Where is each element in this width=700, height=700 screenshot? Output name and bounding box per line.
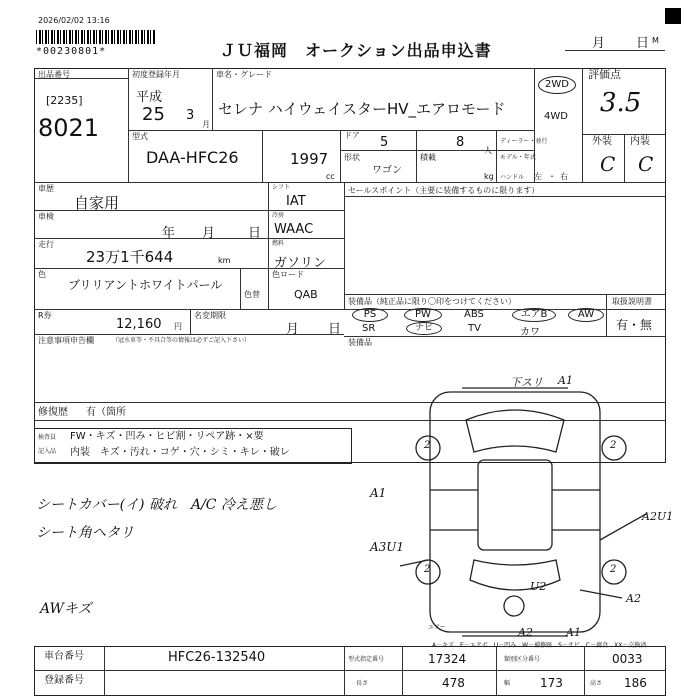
mark-wheel-fl: 2 bbox=[424, 440, 431, 451]
model-label: 型式 bbox=[132, 132, 148, 141]
equip-leather: カワ bbox=[520, 327, 540, 338]
equipment-label: 装備品（純正品に限り〇印をつけてください） bbox=[348, 297, 516, 306]
cert-label: 型式指定番号 bbox=[348, 656, 385, 663]
sales-point-label: セールスポイント（主要に装備するものに限ります） bbox=[348, 186, 540, 195]
interior-value: C bbox=[638, 152, 654, 176]
registration-year: 25 bbox=[142, 104, 165, 125]
header-m: M bbox=[652, 36, 659, 45]
car-name-label: 車名・グレード bbox=[216, 70, 272, 79]
equip-ps: PS bbox=[352, 308, 388, 322]
name-change-month: 月 bbox=[286, 322, 300, 337]
handwritten-note-2: シート角ヘタリ bbox=[36, 525, 134, 541]
seats-unit: 人 bbox=[484, 146, 492, 155]
handwritten-note-1: シートカバー(イ) 破れ A/C 冷え悪し bbox=[36, 497, 277, 513]
registration-month: 3 bbox=[186, 108, 195, 123]
inspector-label-2: 記入品 bbox=[38, 448, 57, 455]
displacement: 1997 bbox=[290, 150, 329, 168]
repair-value: 有（箇所 bbox=[86, 407, 126, 418]
recycle-label: R券 bbox=[38, 311, 52, 320]
displacement-unit: cc bbox=[326, 172, 335, 181]
mark-wheel-rr: 2 bbox=[610, 564, 617, 575]
score-value: 3.5 bbox=[600, 88, 642, 118]
paint-label: 色替 bbox=[244, 290, 260, 299]
divider bbox=[34, 670, 344, 671]
mark-top-1: 下スリ bbox=[510, 376, 543, 389]
color-value: ブリリアントホワイトパール bbox=[68, 278, 223, 292]
registration-label: 初度登録年月 bbox=[132, 70, 180, 79]
repair-label: 修復歴 bbox=[38, 407, 68, 418]
load-unit: kg bbox=[484, 172, 494, 181]
windshield bbox=[466, 410, 564, 452]
load-label: 積載 bbox=[420, 153, 436, 162]
height-label: 高さ bbox=[590, 680, 603, 687]
divider bbox=[344, 670, 666, 671]
header-day: 日 bbox=[636, 36, 650, 51]
length-value: 478 bbox=[442, 676, 465, 690]
width-label: 幅 bbox=[504, 680, 511, 687]
ac-label: 冷房 bbox=[272, 212, 285, 219]
divider bbox=[344, 646, 345, 696]
color-code-label: 色ロード bbox=[272, 270, 304, 279]
mark-wheel-fr: 2 bbox=[610, 440, 617, 451]
mileage-value: 23万1千644 bbox=[86, 248, 174, 266]
exterior-label: 外装 bbox=[592, 136, 612, 147]
damage-legend: A－キズ E－エクボ U－凹み W－補修跡 S－サビ C－腐食 XX－交換済 bbox=[432, 642, 647, 649]
height-value: 186 bbox=[624, 676, 647, 690]
recycle-unit: 円 bbox=[174, 322, 182, 331]
notes-label: 注意事項申告欄 bbox=[38, 336, 94, 345]
lot-number: 8021 bbox=[38, 114, 100, 142]
exterior-value: C bbox=[600, 152, 616, 176]
length-label: 長さ bbox=[356, 680, 369, 687]
handle-left: 左 bbox=[534, 172, 542, 181]
name-change-label: 名変期限 bbox=[194, 311, 226, 320]
divider bbox=[402, 646, 403, 696]
registration-month-unit: 月 bbox=[202, 120, 210, 129]
lot-sub: [2235] bbox=[46, 94, 83, 107]
drive-4wd: 4WD bbox=[544, 111, 568, 122]
shape-value: ワゴン bbox=[372, 165, 402, 176]
equip-airbag: エアB bbox=[512, 308, 556, 322]
header-month: 月 bbox=[592, 36, 606, 51]
class-label: 類別区分番号 bbox=[504, 656, 541, 663]
lot-label: 出品番号 bbox=[38, 70, 70, 79]
timestamp: 2026/02/02 13:16 bbox=[38, 16, 110, 25]
mark-right: A2U1 bbox=[642, 510, 674, 523]
mark-bottom-2: A2 bbox=[518, 626, 533, 639]
color-label: 色 bbox=[38, 270, 46, 279]
inspect-row-2: 内装 キズ・汚れ・コゲ・穴・シミ・キレ・破レ bbox=[70, 447, 290, 458]
mark-bottom-1: U2 bbox=[530, 580, 547, 593]
equip-navi: ナビ bbox=[406, 322, 442, 335]
equip-pw: PW bbox=[404, 308, 442, 322]
accessory-label: 装備品 bbox=[348, 338, 372, 347]
footer-table bbox=[34, 646, 666, 696]
mark-left: A1 bbox=[370, 486, 387, 500]
inspection-label: 車検 bbox=[38, 212, 54, 221]
mark-top-2: A1 bbox=[558, 374, 573, 387]
shift-label: シフト bbox=[272, 184, 291, 191]
rear-window bbox=[470, 560, 560, 590]
handwritten-note-3: AWキズ bbox=[40, 601, 92, 617]
seats-value: 8 bbox=[456, 135, 465, 150]
inspection-day: 日 bbox=[248, 226, 262, 241]
doors-value: 5 bbox=[380, 135, 389, 150]
mark-left-bottom: A3U1 bbox=[370, 540, 405, 554]
handle-sep: ・ bbox=[548, 172, 556, 181]
tools-value: 有・無 bbox=[616, 318, 653, 332]
model-year-label: モデル・年式 bbox=[500, 154, 536, 161]
form-title: ＪＵ福岡 オークション出品申込書 bbox=[220, 41, 492, 60]
shape-label: 形状 bbox=[344, 153, 360, 162]
equip-sr: SR bbox=[362, 323, 376, 334]
recycle-value: 12,160 bbox=[116, 317, 162, 332]
mileage-label: 走行 bbox=[38, 240, 54, 249]
equip-abs: ABS bbox=[464, 309, 484, 320]
equip-tv: TV bbox=[468, 323, 481, 334]
mark-bottom-3: A1 bbox=[566, 626, 581, 639]
cert-number: 17324 bbox=[428, 652, 467, 666]
roof bbox=[478, 460, 552, 550]
width-value: 173 bbox=[540, 676, 563, 690]
usage-value: 自家用 bbox=[74, 194, 120, 212]
mark-stroke bbox=[600, 514, 646, 540]
inspection-year: 年 bbox=[162, 226, 176, 241]
score-label: 評価点 bbox=[588, 68, 621, 81]
drive-2wd: 2WD bbox=[538, 76, 576, 94]
tools-label: 取扱説明書 bbox=[612, 297, 652, 306]
chassis-number: HFC26-132540 bbox=[168, 650, 266, 665]
usage-label: 車歴 bbox=[38, 184, 54, 193]
class-number: 0033 bbox=[612, 652, 643, 666]
doors-label: ドア bbox=[344, 131, 360, 140]
name-change-day: 日 bbox=[328, 322, 342, 337]
ac-value: WAAC bbox=[274, 222, 314, 237]
shift-value: IAT bbox=[286, 194, 306, 209]
inspection-month: 月 bbox=[202, 226, 216, 241]
chassis-label: 車台番号 bbox=[44, 651, 84, 662]
mark-wheel-rl: 2 bbox=[424, 564, 431, 575]
inspector-label-1: 検査員 bbox=[38, 434, 57, 441]
handle-label: ハンドル bbox=[500, 174, 525, 181]
spare-tire bbox=[504, 596, 524, 616]
model-code: DAA-HFC26 bbox=[146, 148, 239, 167]
mark-stroke bbox=[580, 590, 622, 598]
handle-right: 右 bbox=[560, 172, 568, 181]
dealer-label: ディーラー・並行 bbox=[500, 138, 548, 145]
mark-right-bottom: A2 bbox=[626, 592, 641, 605]
color-code: QAB bbox=[294, 288, 318, 301]
divider bbox=[104, 646, 105, 696]
equip-aw: AW bbox=[568, 308, 604, 322]
spare-label: エアー bbox=[428, 624, 446, 631]
mileage-unit: km bbox=[218, 256, 231, 265]
barcode-serial: *00230801* bbox=[36, 46, 107, 57]
registration-era: 平成 bbox=[136, 90, 163, 105]
interior-label: 内装 bbox=[630, 136, 650, 147]
notes-sub: （冠水車等・不具合等の情報は必ずご記入下さい） bbox=[112, 337, 251, 344]
fuel-label: 燃料 bbox=[272, 240, 285, 247]
inspect-row-1: FW・キズ・凹み・ヒビ割・リペア跡・×要 bbox=[70, 431, 264, 442]
divider bbox=[496, 646, 497, 696]
divider bbox=[584, 646, 585, 696]
plate-label: 登録番号 bbox=[44, 675, 84, 686]
car-name: セレナ ハイウェイスターHV_エアロモード bbox=[218, 100, 506, 118]
fuel-value: ガソリン bbox=[274, 256, 327, 271]
